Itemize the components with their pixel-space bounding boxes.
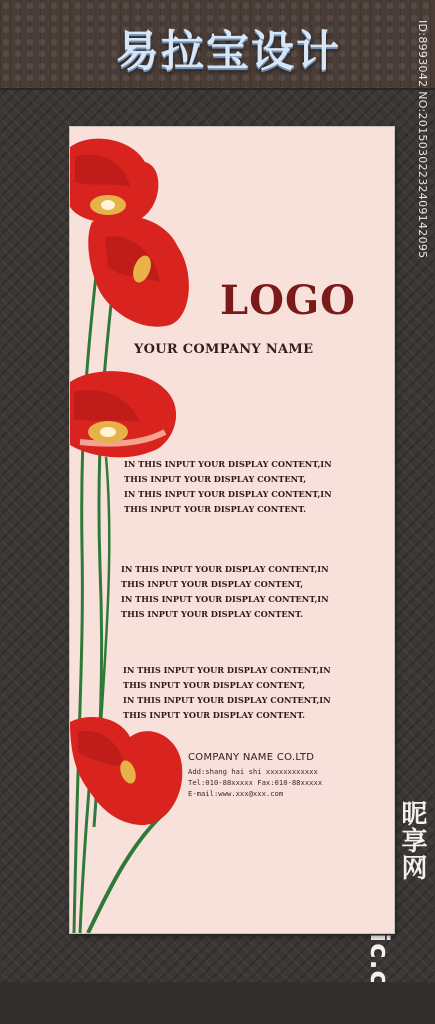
- rollup-banner-panel: [70, 127, 394, 933]
- content-line: IN THIS INPUT YOUR DISPLAY CONTENT,IN: [124, 489, 332, 499]
- contact-info: [188, 752, 322, 799]
- content-block: [123, 663, 331, 723]
- content-line: IN THIS INPUT YOUR DISPLAY CONTENT,IN: [124, 459, 332, 469]
- content-line: IN THIS INPUT YOUR DISPLAY CONTENT,IN: [121, 594, 329, 604]
- contact-address: Add:shang hai shi xxxxxxxxxxxx: [188, 767, 318, 776]
- content-line: THIS INPUT YOUR DISPLAY CONTENT,: [121, 579, 304, 589]
- stem: [80, 777, 90, 933]
- watermark-site-mark: 昵享网: [397, 800, 427, 881]
- content-line: IN THIS INPUT YOUR DISPLAY CONTENT,IN: [123, 695, 331, 705]
- poppy-flower: [70, 139, 158, 223]
- content-line: IN THIS INPUT YOUR DISPLAY CONTENT,IN: [121, 564, 329, 574]
- logo: LOGO: [220, 277, 356, 324]
- content-block: [124, 457, 332, 517]
- poppy-flowers-illustration: [70, 127, 210, 933]
- contact-email: E-mail:www.xxx@xxx.com: [188, 789, 284, 798]
- content-line: THIS INPUT YOUR DISPLAY CONTENT,: [123, 680, 306, 690]
- contact-company-name: COMPANY NAME CO.LTD: [188, 752, 315, 763]
- contact-phone: Tel:010-88xxxxx Fax:010-88xxxxx: [188, 778, 323, 787]
- content-line: IN THIS INPUT YOUR DISPLAY CONTENT,IN: [123, 665, 331, 675]
- content-line: THIS INPUT YOUR DISPLAY CONTENT.: [123, 710, 305, 720]
- content-line: THIS INPUT YOUR DISPLAY CONTENT.: [124, 504, 306, 514]
- content-block: [121, 562, 329, 622]
- watermark-id: ID:8993042 NO:20150302232409142095: [416, 20, 429, 259]
- content-line: THIS INPUT YOUR DISPLAY CONTENT.: [121, 609, 303, 619]
- footer-band: [0, 982, 435, 1024]
- poppy-flower: [88, 215, 189, 327]
- company-name-heading: YOUR COMPANY NAME: [134, 342, 314, 357]
- poppy-flower: [70, 371, 176, 457]
- leaf-stem: [88, 817, 160, 933]
- content-line: THIS INPUT YOUR DISPLAY CONTENT,: [124, 474, 307, 484]
- brand-title: 易拉宝设计: [116, 27, 341, 77]
